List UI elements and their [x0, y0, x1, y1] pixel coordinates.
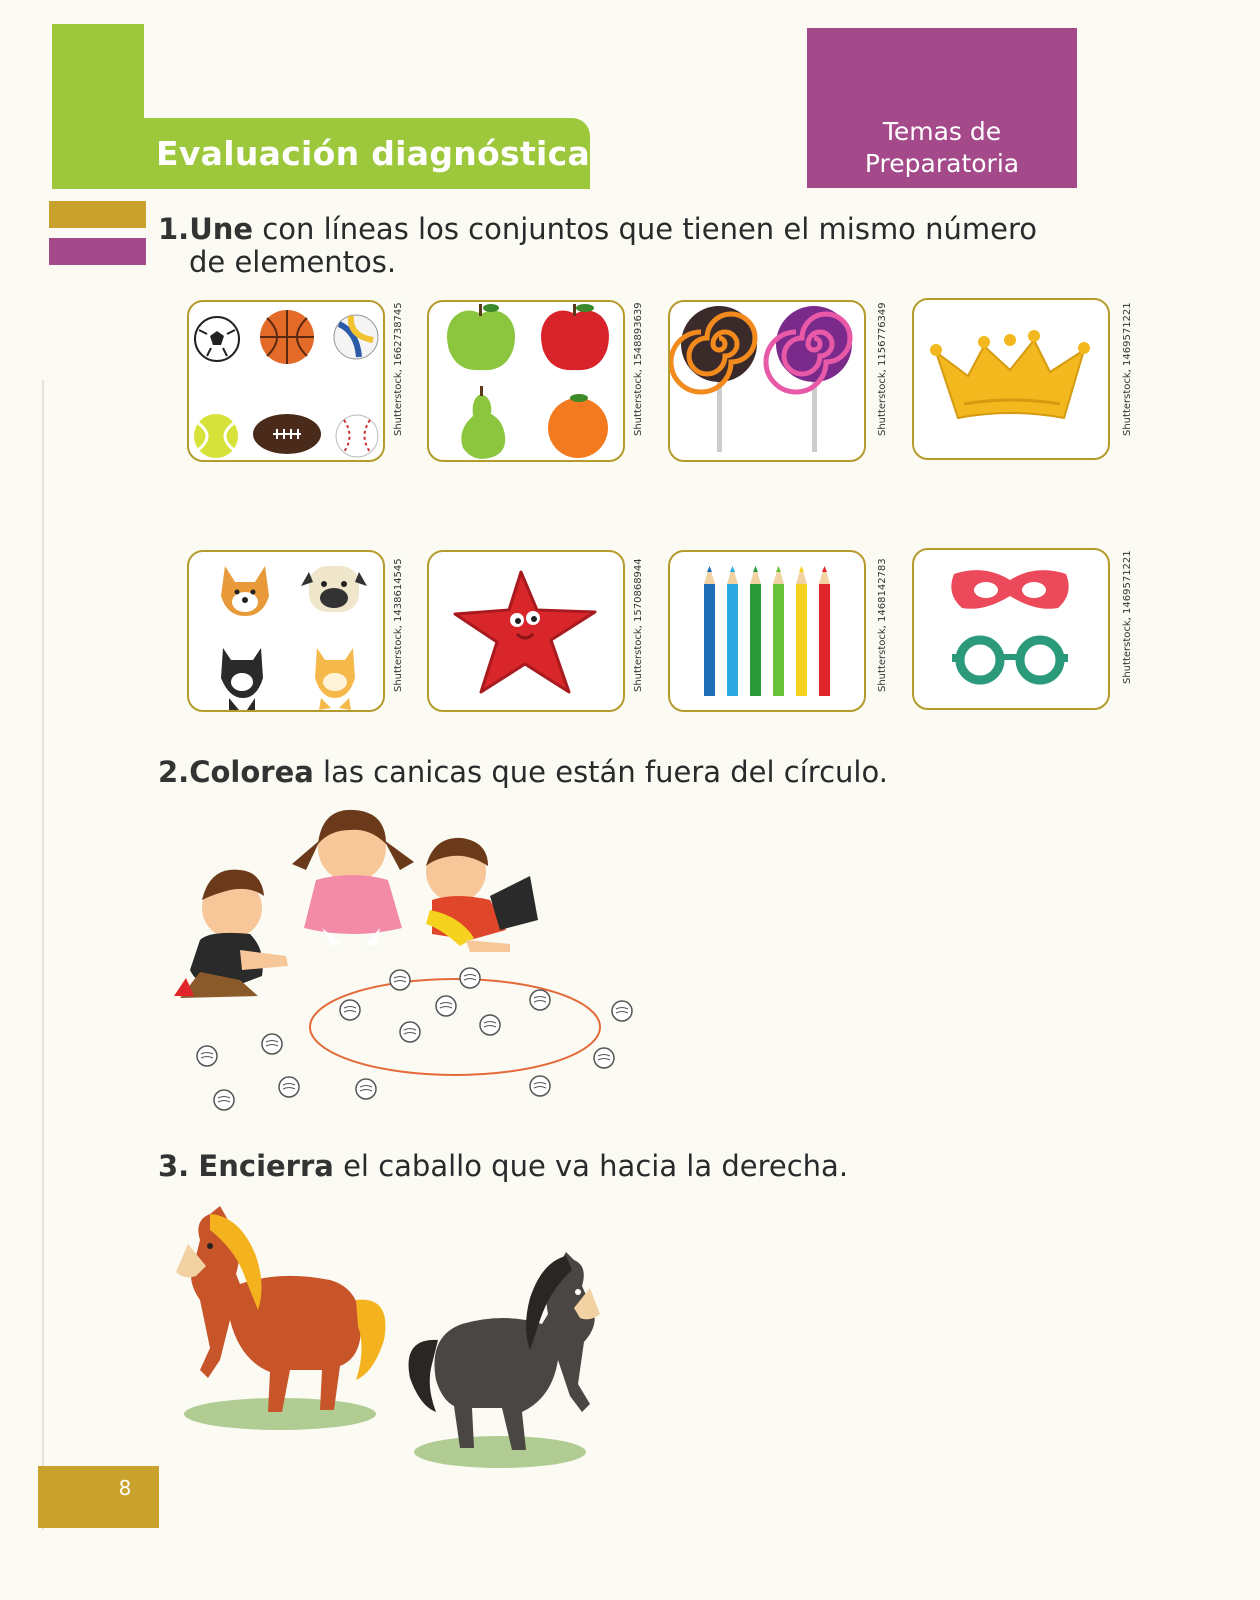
fruits-illustration [429, 302, 623, 460]
question-1 [158, 213, 1088, 279]
pencil-green-icon [750, 566, 761, 696]
basketball-icon [260, 310, 314, 364]
topic-line-2: Preparatoria [864, 149, 1020, 178]
pencil-red-icon [819, 566, 830, 696]
green-glasses-icon [952, 640, 1068, 680]
sports-balls-illustration [189, 302, 383, 460]
marble-circle [310, 979, 600, 1075]
image-credit: Shutterstock, 1468142783 [877, 558, 888, 692]
volleyball-icon [334, 315, 378, 359]
pear-icon [461, 386, 505, 459]
soccer-ball-icon [195, 317, 239, 361]
image-credit: Shutterstock, 1156776349 [877, 302, 888, 436]
set-starfish[interactable] [427, 550, 625, 712]
lollipops-illustration [670, 302, 864, 460]
image-credit: Shutterstock, 1548893639 [633, 302, 644, 436]
orange-cat-icon [315, 648, 355, 710]
purple-lollipop-icon [766, 306, 852, 452]
margin-tab-purple [49, 238, 146, 265]
green-apple-icon [447, 304, 515, 370]
topic-line-1: Temas de [882, 117, 1002, 146]
question-2-text: las canicas que están fuera del círculo. [323, 755, 888, 789]
starfish-icon [455, 572, 595, 692]
pencil-cyan-icon [727, 566, 738, 696]
pencils-illustration [670, 552, 864, 710]
question-1-text-line2: de elementos. [189, 245, 397, 279]
question-2-verb: Colorea [189, 755, 314, 789]
question-1-text-line1: con líneas los conjuntos que tienen el mismo número [262, 212, 1038, 246]
horses-illustration [170, 1200, 610, 1480]
question-3 [158, 1150, 1088, 1183]
set-sports-balls[interactable] [187, 300, 385, 462]
page-number: 8 [118, 1476, 132, 1500]
image-credit: Shutterstock, 1662738745 [393, 302, 404, 436]
topic-badge [807, 28, 1077, 188]
question-3-text: el caballo que va hacia la derecha. [343, 1149, 849, 1183]
set-pets[interactable] [187, 550, 385, 712]
question-1-number: 1. [158, 212, 190, 246]
margin-tab-gold [49, 201, 146, 228]
pets-illustration [189, 552, 383, 710]
pug-icon [301, 566, 367, 612]
baseball-icon [336, 415, 378, 457]
question-2 [158, 756, 1088, 789]
section-title: Evaluación diagnóstica [156, 134, 591, 173]
page-edge-line [42, 380, 44, 1530]
question-2-number: 2. [158, 755, 190, 789]
crown-icon [930, 330, 1090, 418]
image-credit: Shutterstock, 1570868944 [633, 558, 644, 692]
question-1-verb: Une [189, 212, 254, 246]
question-3-number: 3. [158, 1149, 190, 1183]
pencil-yellow-icon [796, 566, 807, 696]
masks-illustration [914, 550, 1108, 708]
pencil-blue-icon [704, 566, 715, 696]
orange-icon [548, 394, 608, 458]
horse-right-shadow [414, 1436, 586, 1468]
football-icon [253, 414, 321, 454]
set-lollipops[interactable] [668, 300, 866, 462]
pencil-lightgreen-icon [773, 566, 784, 696]
corgi-icon [221, 566, 269, 616]
children-marbles-illustration [170, 800, 650, 1120]
set-masks[interactable] [912, 548, 1110, 710]
set-fruits[interactable] [427, 300, 625, 462]
question-3-verb: Encierra [198, 1149, 334, 1183]
crown-illustration [914, 300, 1108, 458]
starfish-illustration [429, 552, 623, 710]
boy-left-figure [174, 870, 288, 998]
tennis-ball-icon [194, 414, 238, 458]
black-horse-figure [409, 1252, 600, 1450]
marbles-group [197, 968, 632, 1110]
red-apple-icon [541, 304, 609, 370]
image-credit: Shutterstock, 1469571221 [1122, 550, 1133, 684]
image-credit: Shutterstock, 1438614545 [393, 558, 404, 692]
set-crown[interactable] [912, 298, 1110, 460]
red-mask-icon [951, 570, 1068, 609]
boy-right-figure [426, 838, 538, 952]
black-cat-icon [221, 648, 263, 710]
brown-horse-figure [176, 1206, 385, 1412]
set-colored-pencils[interactable] [668, 550, 866, 712]
orange-lollipop-icon [671, 306, 757, 452]
girl-center-figure [292, 810, 414, 946]
image-credit: Shutterstock, 1469571221 [1122, 302, 1133, 436]
